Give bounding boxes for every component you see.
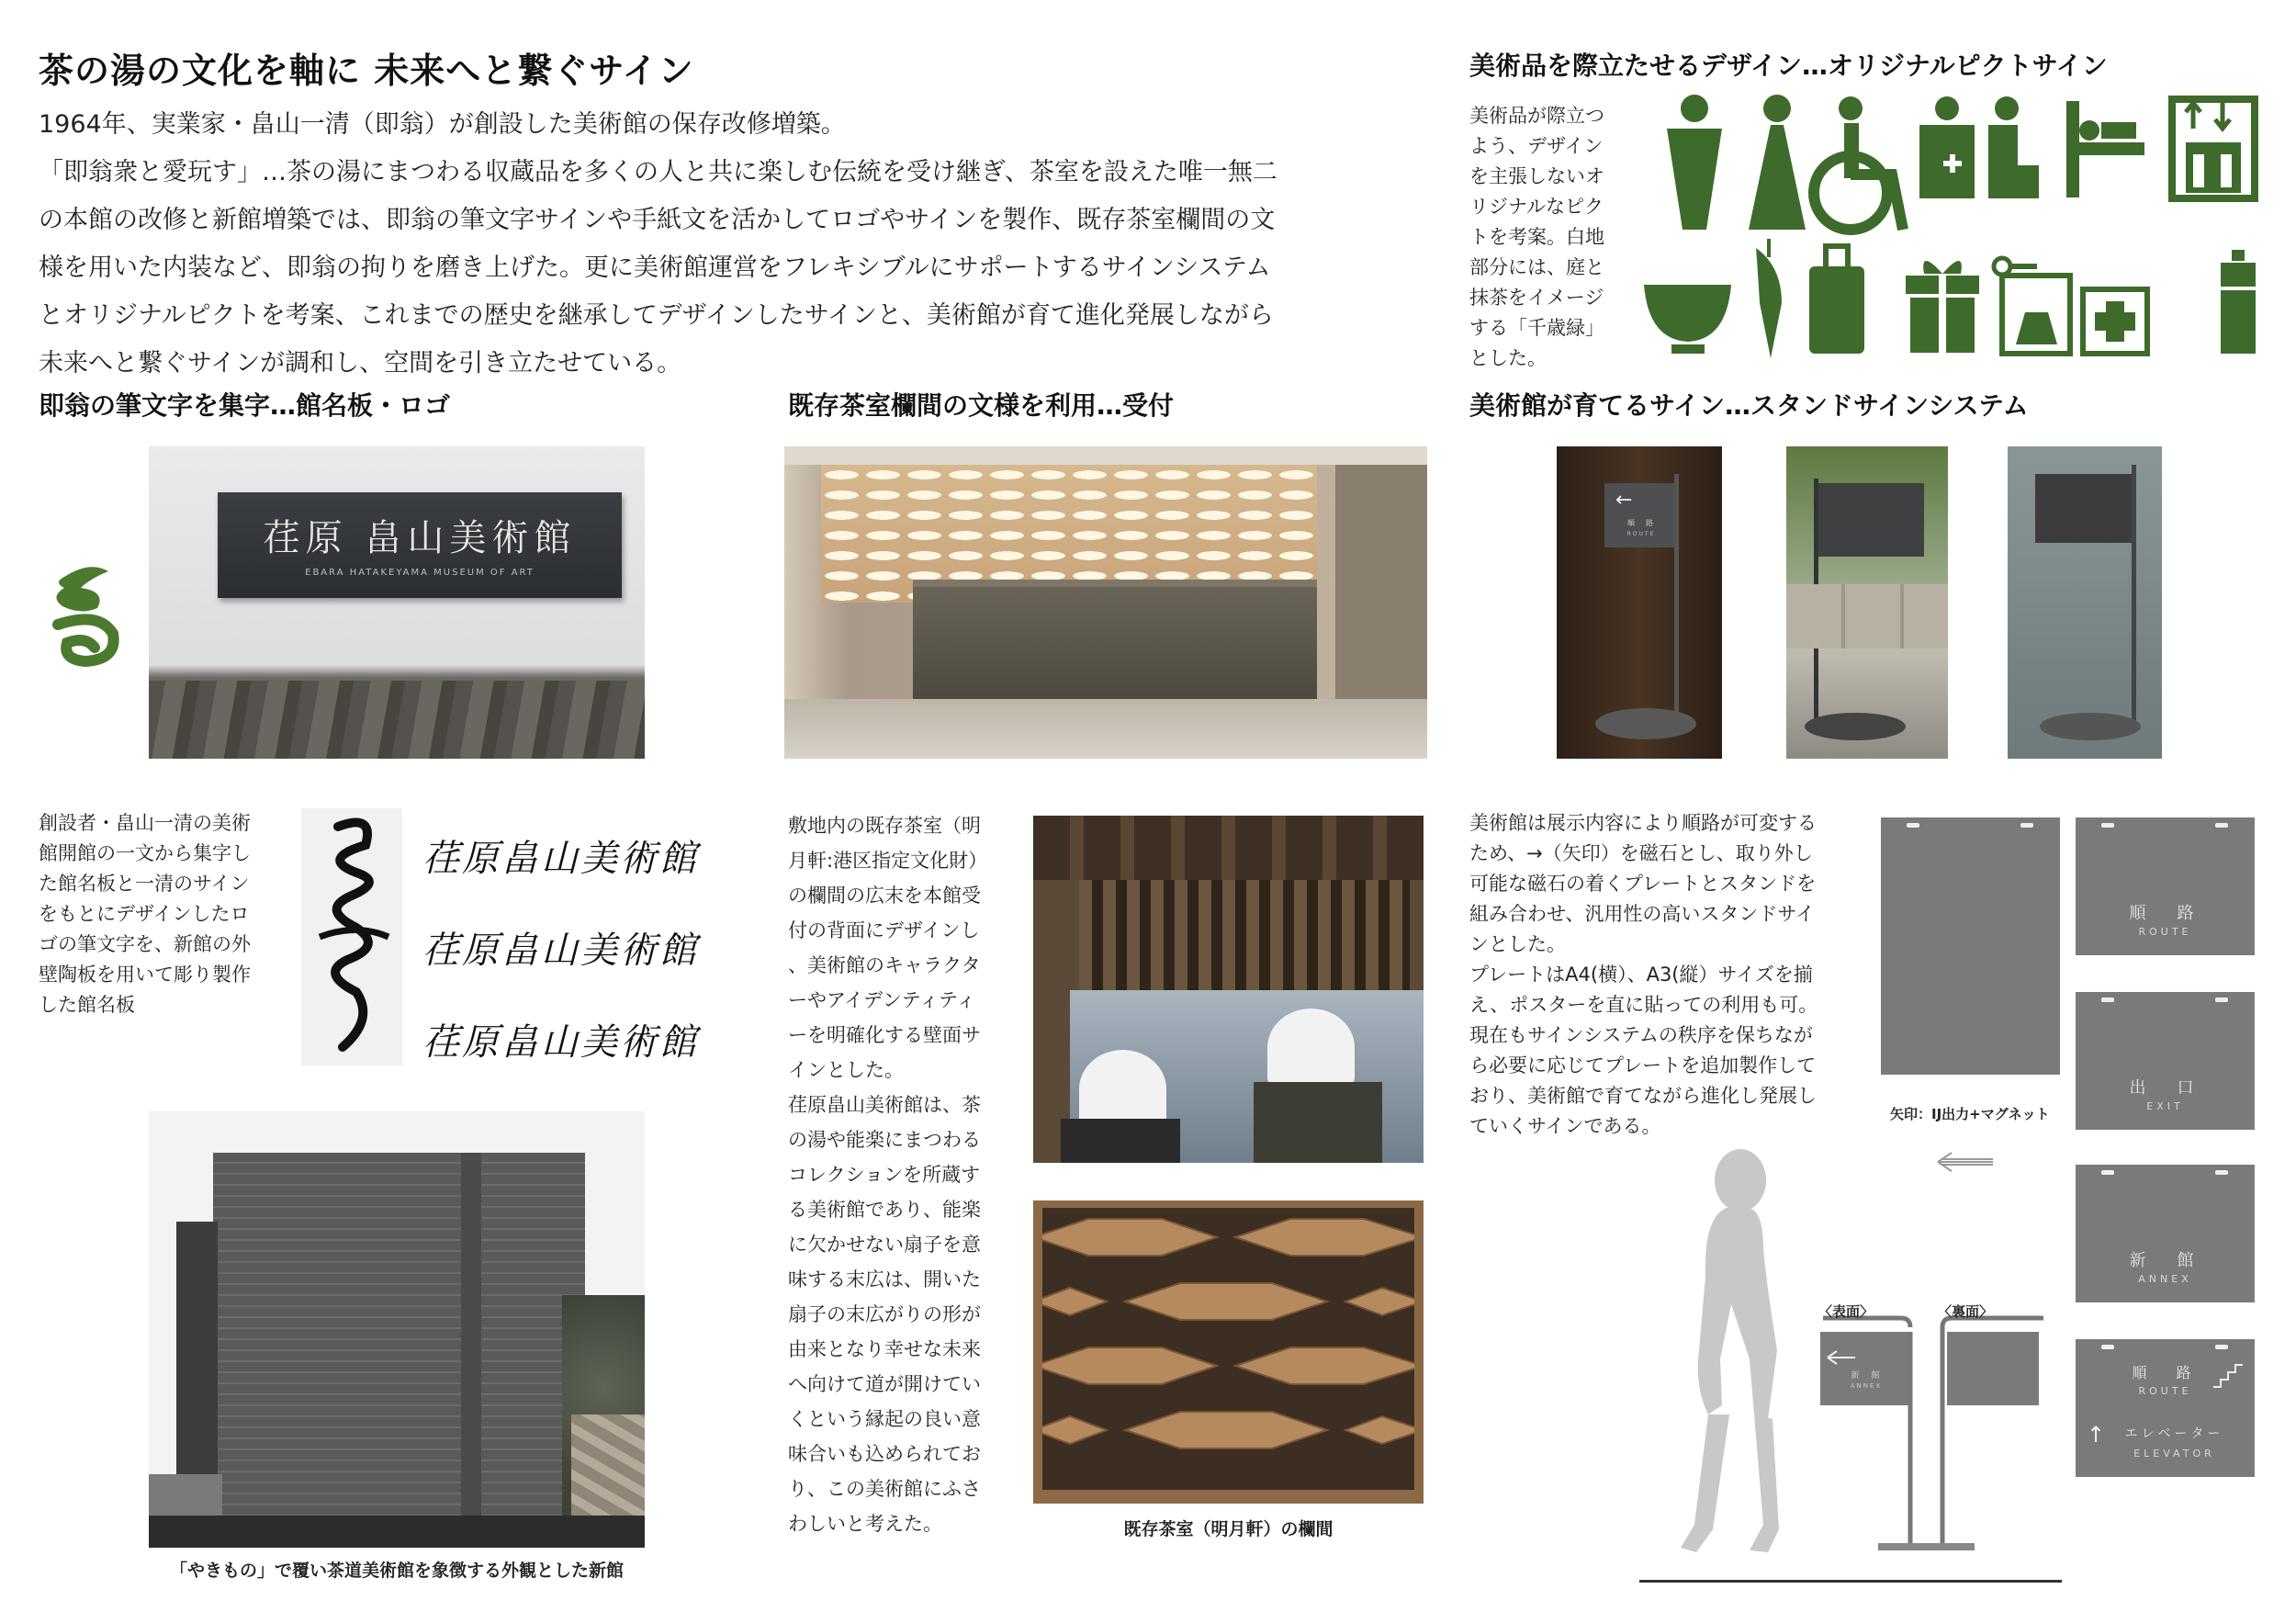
locker-key-icon — [1994, 258, 2070, 354]
front-label: 〈表面〉 — [1818, 1303, 1874, 1320]
helmet-left — [1079, 1050, 1166, 1128]
gift-icon — [1906, 261, 1979, 353]
name-plate-photo — [149, 446, 645, 759]
intro-text: 1964年、実業家・畠山一清（即翁）が創設した美術館の保存改修増築。 「即翁衆と愛玩す」…茶の湯にまつわる収蔵品を多くの人と共に楽しむ伝統を受け継ぎ、茶室を設えた唯一無二 の本館の改修と新館増築では、即翁の筆文字サインや手紙文を活かしてロゴやサインを製作、既存茶室欄間の文 様を用いた内装など、即翁の拘りを磨き上げた。更に美術館運営をフレキシブルにサポートするサインシステム とオリジナルピクトを考案、これまでの歴史を継承してデザインしたサインと、美術館が育て進化発展しながら 未来へと繋ぐサインが調和し、空間を引き立たせている。 — [39, 110, 1277, 378]
back-label: 〈裏面〉 — [1938, 1303, 1994, 1320]
baby-care-icon — [1919, 96, 1975, 198]
name-plate-text: 荏原 畠山美術館 — [263, 517, 577, 559]
logo-text: 創設者・畠山一清の美術 館開館の一文から集字し た館名板と一清のサイン をもとにデザインしたロ ゴの筆文字を、新館の外 壁陶板を用いて彫り製作 した館名板 — [39, 812, 251, 1016]
tea-bowl-icon — [1644, 285, 1731, 354]
front-stand — [1820, 1318, 1942, 1550]
name-plate — [218, 492, 622, 598]
logo-mark-icon — [44, 560, 127, 671]
page-title: 茶の湯の文化を軸に 未来へと繋ぐサイン — [39, 51, 694, 91]
stand-text: 美術館は展示内容により順路が可変する ため、→（矢印）を磁石とし、取り外し 可能な磁石の着くプレートとスタンドを 組み合わせ、汎用性の高いスタンドサイ ンとした。 プレートはA4(横）、A3(縦）サイズを揃 え、ポスターを直に貼っての利用も可。 現在もサインシステムの秩序を保ちなが ら必要に応じてプレートを追加製作して おり、美術館で育てながら進化し発展し ていくサインである。 — [1469, 812, 1818, 1137]
name-plate-subtext: EBARA HATAKEYAMA MUSEUM OF ART — [305, 568, 535, 578]
annex-plate: 新 館 ANNEX — [2076, 1165, 2255, 1302]
route-plate: 順 路 ROUTE — [2076, 817, 2255, 955]
front-plate-en: ANNEX — [1850, 1382, 1883, 1390]
ranma-caption: 既存茶室（明月軒）の欄間 — [1123, 1519, 1334, 1539]
ranma-closeup-photo — [1033, 1200, 1424, 1504]
annex-building-photo — [149, 1111, 645, 1548]
pict-text: 美術品が際立つ よう、デザイン を主張しないオ リジナルなピク トを考案。白地 部分には、庭と 抹茶をイメージ する「千歳緑」 とした。 — [1469, 105, 1604, 369]
suitcase-icon — [1809, 243, 1864, 354]
arrow-note: 矢印：IJ出力+マグネット — [1890, 1106, 2050, 1122]
helmet-right — [1267, 1009, 1355, 1087]
pict-heading: 美術品を際立たせるデザイン…オリジナルピクトサイン — [1469, 51, 2108, 81]
reception-counter — [913, 584, 1317, 699]
stand-photo-2 — [1786, 446, 1948, 759]
stand-heading: 美術館が育てるサイン…スタンドサインシステム — [1469, 390, 2029, 421]
elevator-icon — [2172, 99, 2255, 198]
annex-caption: 「やきもの」で覆い茶道美術館を象徴する外観とした新館 — [169, 1561, 624, 1581]
first-aid-icon — [2083, 289, 2147, 354]
signature-image — [301, 808, 402, 1065]
arrow-left-icon: ← — [1615, 489, 1633, 512]
front-plate-jp: 新 館 — [1851, 1371, 1882, 1381]
mens-toilet-icon — [1667, 95, 1722, 230]
stairs-icon — [2212, 1358, 2245, 1391]
ostomate-icon — [1988, 96, 2039, 198]
back-stand — [1910, 1318, 2043, 1550]
elevator-plate: 順 路 ROUTE ↑ エレベーター ELEVATOR — [2076, 1339, 2255, 1477]
calligraphy-samples: 荏原畠山美術館 荏原畠山美術館 荏原畠山美術館 — [422, 838, 699, 1064]
nursing-bed-icon — [2066, 101, 2144, 197]
exit-plate: 出 口 EXIT — [2076, 992, 2255, 1130]
reception-text: 敷地内の既存茶室（明 月軒:港区指定文化財） の欄間の広末を本館受 付の背面にデザインし 、美術館のキャラクタ ーやアイデンティティ ーを明確化する壁面サ インとした。 荏原畠山美術館は、茶 の湯や能楽にまつわる コレクションを所蔵す る美術館であり、能楽 に欠かせない扇子を意 味する末広は、開いた 扇子の末広がりの形が 由来となり幸せな未来 へ向けて道が開けてい くという縁起の良い意 味合いも込められてお り、この美術館にふさ わしいと考えた。 — [788, 815, 988, 1535]
arrow-up-icon: ↑ — [2087, 1422, 2106, 1448]
reception-photo — [784, 446, 1427, 759]
silhouette-illustration — [1639, 1139, 2062, 1584]
wheelchair-icon — [1814, 96, 1903, 230]
pictogram-grid — [1644, 92, 2278, 367]
person-silhouette — [1681, 1149, 1779, 1552]
womens-toilet-icon — [1749, 95, 1806, 230]
a3-plate — [1881, 817, 2060, 1075]
reception-heading: 既存茶室欄間の文様を利用…受付 — [788, 390, 1175, 421]
stand-photo-3 — [2008, 446, 2162, 759]
stand-photo-1: ← 順 路 ROUTE — [1557, 446, 1722, 759]
logo-heading: 即翁の筆文字を集字…館名板・ロゴ — [39, 390, 451, 421]
umbrella-icon — [1756, 239, 1782, 358]
bottle-icon — [2221, 250, 2256, 354]
stone-wall — [149, 681, 645, 759]
teahouse-ranma-photo — [1033, 816, 1424, 1163]
